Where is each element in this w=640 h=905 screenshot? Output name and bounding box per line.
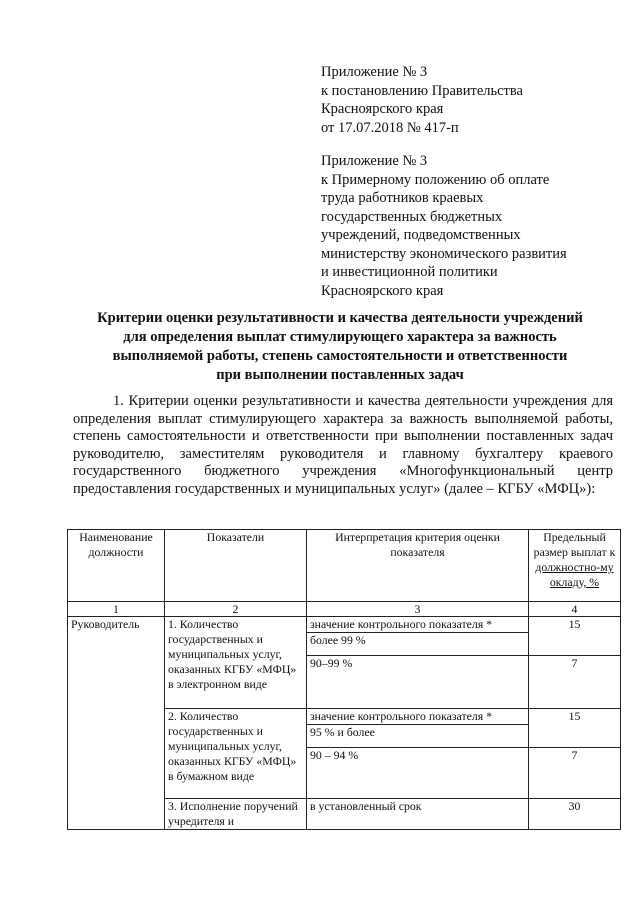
annex-line: Красноярского края: [321, 101, 444, 117]
annex-line: министерству экономического развития: [321, 245, 567, 262]
column-number: 1: [68, 602, 165, 617]
criteria-value: 90 – 94 %: [307, 748, 529, 799]
criteria-table: [67, 529, 621, 830]
annex-government-reference: [321, 63, 621, 137]
payment-cell: 15: [529, 709, 621, 748]
payment-cell: 7: [529, 656, 621, 709]
column-number: 4: [529, 602, 621, 617]
indicator-cell: 3. Исполнение поручений учредителя и: [165, 799, 307, 830]
annex-line: учреждений, подведомственных: [321, 227, 521, 243]
payment-cell: 7: [529, 748, 621, 799]
annex-line: и инвестиционной политики: [321, 264, 498, 280]
title-line: выполняемой работы, степень самостоятельности и ответственности: [112, 348, 568, 364]
intro-paragraph: 1. Критерии оценки результативности и качества деятельности учреждения для определения выплат стимулирующего характера за важность выполняемой работы, степень самостоятельности и ответственности при выполнении поставленных задач руководителю, заместителям руководителя и главному бухгалтеру краевого государственного бюджетного учреждения «Многофункциональный центр предоставления государственных и муниципальных услуг» (далее – КГБУ «МФЦ»):: [73, 393, 613, 497]
annex-line: Приложение № 3: [321, 64, 428, 80]
annex-line: от 17.07.2018 № 417-п: [321, 119, 459, 136]
indicator-cell: 1. Количество государственных и муниципальных услуг, оказанных КГБУ «МФЦ» в электронном виде: [165, 617, 307, 709]
title-line: Критерии оценки результативности и качества деятельности учреждений: [97, 310, 583, 326]
position-cell: Руководитель: [68, 617, 165, 830]
column-number-row: [68, 602, 621, 617]
indicator-cell: 2. Количество государственных и муниципальных услуг, оказанных КГБУ «МФЦ» в бумажном виде: [165, 709, 307, 799]
criteria-label: значение контрольного показателя *: [307, 709, 528, 725]
criteria-value: 90–99 %: [307, 656, 529, 709]
criteria-label: значение контрольного показателя *: [307, 617, 528, 633]
criteria-cell: [307, 709, 529, 748]
header-max-payment-a: Предельный размер выплат к: [533, 530, 616, 559]
title-line: при выполнении поставленных задач: [216, 367, 464, 383]
annex-line: труда работников краевых: [321, 190, 484, 206]
annex-line: Красноярского края: [321, 282, 444, 299]
annex-line: к постановлению Правительства: [321, 82, 523, 99]
table-header-row: [68, 530, 621, 602]
header-position: Наименование должности: [68, 530, 165, 602]
criteria-value: 95 % и более: [310, 725, 375, 739]
annex-line: государственных бюджетных: [321, 208, 503, 225]
intro-section: [73, 393, 613, 499]
annex-line: к Примерному положению об оплате: [321, 171, 550, 188]
header-max-payment: [529, 530, 621, 602]
header-interpretation: Интерпретация критерия оценки показателя: [307, 530, 529, 602]
column-number: 2: [165, 602, 307, 617]
annex-regulation-reference: [321, 152, 621, 300]
document-title: [60, 309, 620, 385]
criteria-value: более 99 %: [310, 633, 366, 647]
annex-line: Приложение № 3: [321, 153, 428, 169]
header-indicators: Показатели: [165, 530, 307, 602]
criteria-value: в установленный срок: [307, 799, 529, 830]
table-row: [68, 617, 621, 656]
payment-cell: 15: [529, 617, 621, 656]
title-line: для определения выплат стимулирующего характера за важность: [123, 329, 557, 345]
header-max-payment-b: должностно-му окладу, %: [535, 560, 614, 589]
criteria-cell: [307, 617, 529, 656]
payment-cell: 30: [529, 799, 621, 830]
column-number: 3: [307, 602, 529, 617]
